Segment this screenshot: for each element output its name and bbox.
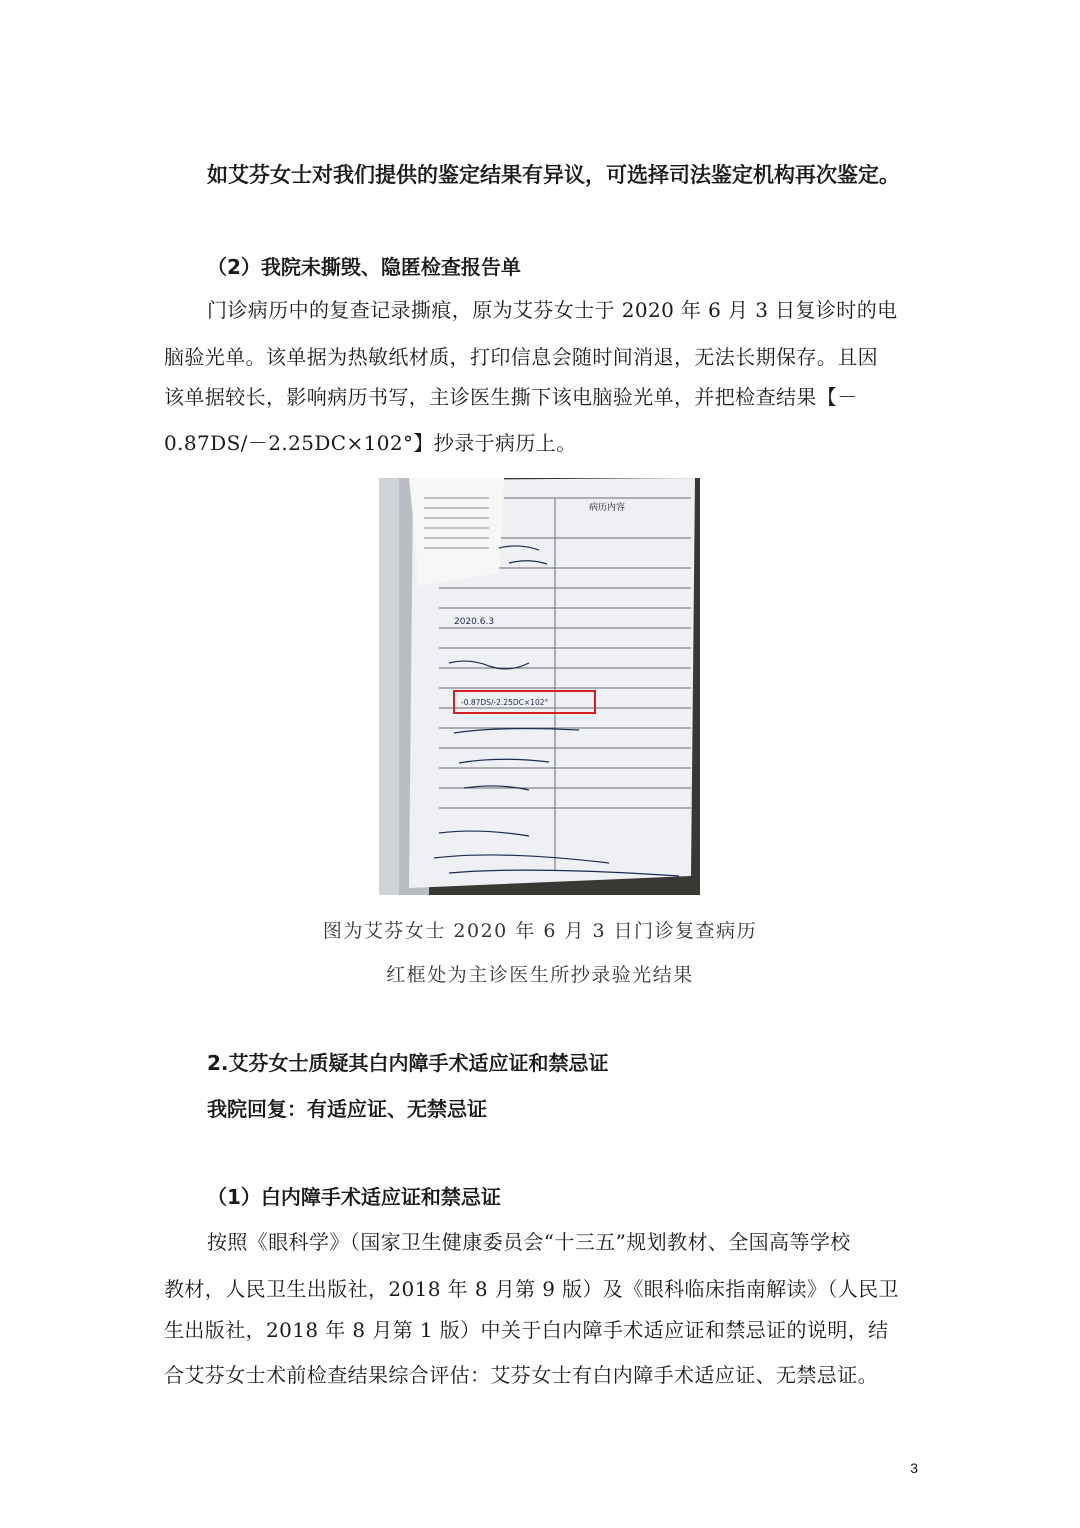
paragraph-line: 脑验光单。该单据为热敏纸材质，打印信息会随时间消退，无法长期保存。且因 xyxy=(164,345,878,369)
form-title: 病历内容 xyxy=(588,503,626,513)
figure-caption-line1: 图为艾芬女士 2020 年 6 月 3 日门诊复查病历 xyxy=(322,920,758,942)
page-number: 3 xyxy=(910,1460,918,1476)
section-heading-reply: 我院回复：有适应证、无禁忌证 xyxy=(207,1097,487,1121)
figure-caption-line2: 红框处为主诊医生所抄录验光结果 xyxy=(386,964,694,986)
medical-record-photo xyxy=(379,478,700,895)
paragraph-line: 合艾芬女士术前检查结果综合评估：艾芬女士有白内障手术适应证、无禁忌证。 xyxy=(164,1363,878,1387)
section-heading-indication: 2.艾芬女士质疑其白内障手术适应证和禁忌证 xyxy=(207,1051,609,1075)
section-heading-subsection: （1）白内障手术适应证和禁忌证 xyxy=(207,1185,501,1209)
handwritten-date: 2020.6.3 xyxy=(454,617,495,627)
paragraph-line: 教材，人民卫生出版社，2018 年 8 月第 9 版）及《眼科临床指南解读》（人民卫 xyxy=(164,1277,899,1301)
handwritten-value: -0.87DS/-2.25DC×102° xyxy=(461,698,549,707)
paragraph-line: 按照《眼科学》（国家卫生健康委员会“十三五”规划教材、全国高等学校 xyxy=(207,1230,851,1254)
section-heading-report: （2）我院未撕毁、隐匿检查报告单 xyxy=(207,255,521,279)
paragraph-line: 门诊病历中的复查记录撕痕，原为艾芬女士于 2020 年 6 月 3 日复诊时的电 xyxy=(207,298,898,322)
paragraph-line: 生出版社，2018 年 8 月第 1 版）中关于白内障手术适应证和禁忌证的说明，结 xyxy=(164,1318,889,1342)
paragraph-conclusion: 如艾芬女士对我们提供的鉴定结果有异议，可选择司法鉴定机构再次鉴定。 xyxy=(207,163,900,187)
paragraph-line: 该单据较长，影响病历书写，主诊医生撕下该电脑验光单，并把检查结果【－ xyxy=(164,385,858,409)
paragraph-line: 0.87DS/－2.25DC×102°】抄录于病历上。 xyxy=(164,431,577,455)
